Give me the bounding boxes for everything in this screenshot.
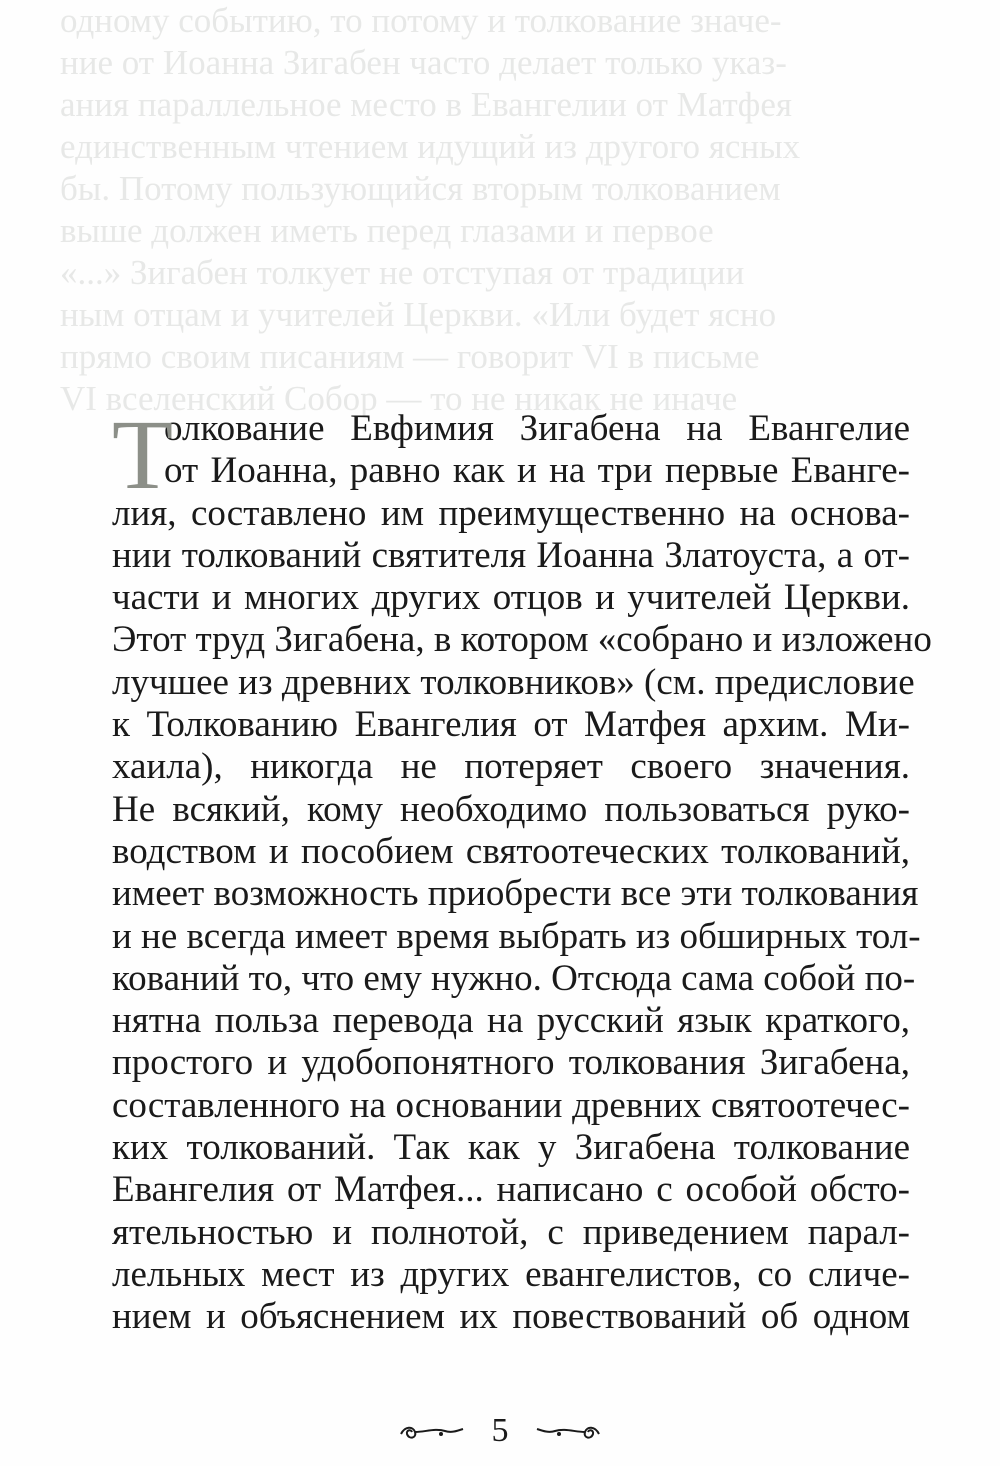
text-line: и не всегда имеет время выбрать из обширных тол- [112, 915, 921, 957]
first-paragraph-start [112, 399, 910, 510]
bleed-through-line: единственным чтением идущий из другого ясных [60, 127, 801, 166]
text-line: нятна польза перевода на русский язык краткого, [112, 1000, 910, 1042]
ornament-left-icon [395, 1420, 467, 1442]
text-line: простого и удобопонятного толкования Зигабена, [112, 1042, 910, 1084]
bleed-through-line: «...» Зигабен толкует не отступая от традиции [60, 253, 745, 292]
bleed-through-line: выше должен иметь перед глазами и первое [60, 211, 714, 250]
text-line: кований то, что ему нужно. Отсюда сама собой по- [112, 957, 916, 999]
ornament-right-icon [533, 1420, 605, 1442]
text-line: нии толкований святителя Иоанна Златоуста, а от- [112, 534, 910, 576]
text-line: Этот труд Зигабена, в котором «собрано и изложено [112, 619, 932, 661]
text-line: ятельностью и полнотой, с приведением парал- [112, 1211, 910, 1253]
drop-cap: Т [112, 399, 174, 510]
text-line: хаила), никогда не потеряет своего значения. [112, 746, 910, 788]
text-line: части и многих других отцов и учителей Церкви. [112, 577, 910, 619]
page-number: 5 [491, 1412, 509, 1450]
text-line: Евангелия от Матфея... написано с особой обсто- [112, 1169, 910, 1211]
text-line: олкование Евфимия Зигабена на Евангелие [164, 408, 910, 449]
bleed-through-line: бы. Потому пользующийся вторым толкованием [60, 169, 781, 208]
text-line: составленного на основании древних святоотечес- [112, 1084, 910, 1126]
text-line: Не всякий, кому необходимо пользоваться руко- [112, 788, 910, 830]
text-line: ких толкований. Так как у Зигабена толкование [112, 1127, 910, 1169]
bleed-through-text [60, 0, 960, 418]
text-line: нием и объяснением их повествований об одном [112, 1296, 910, 1338]
page-footer [0, 1410, 1000, 1450]
text-line: лельных мест из других евангелистов, со сличе- [112, 1253, 910, 1295]
bleed-through-line: ние от Иоанна Зигабен часто делает только указ- [60, 43, 787, 82]
bleed-through-line: VI вселенский Собор — то не никак не иначе [60, 379, 738, 418]
bleed-through-line: прямо своим писаниям — говорит VI в письме [60, 337, 760, 376]
text-line: имеет возможность приобрести все эти толкования [112, 873, 919, 915]
text-line: от Иоанна, равно как и на три первые Еванге- [164, 450, 910, 492]
text-line: лия, составлено им преимущественно на основа- [112, 492, 910, 534]
text-line: водством и пособием святоотеческих толкований, [112, 830, 910, 872]
bleed-through-line: ания параллельное место в Евангелии от Матфея [60, 85, 792, 124]
bleed-through-line: одному событию, то потому и толкование значе- [60, 1, 782, 40]
body-text [112, 399, 932, 1339]
text-line: к Толкованию Евангелия от Матфея архим. Ми- [112, 704, 910, 746]
text-line: лучшее из древних толковников» (см. предисловие [112, 661, 915, 703]
bleed-through-line: ным отцам и учителей Церкви. «Или будет ясно [60, 295, 777, 334]
